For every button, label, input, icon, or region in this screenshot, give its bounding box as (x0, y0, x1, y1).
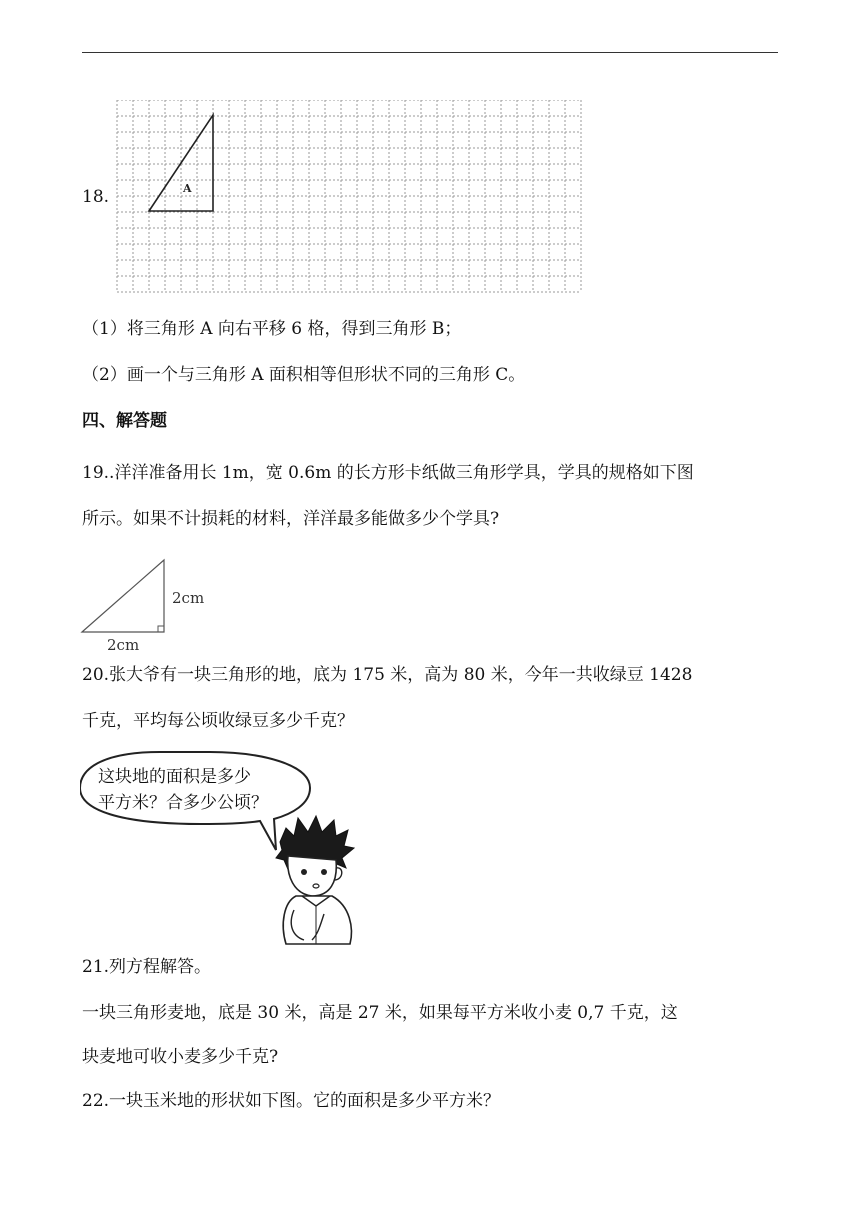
q19-line1: 19..洋洋准备用长 1m，宽 0.6m 的长方形卡纸做三角形学具，学具的规格如下图 (82, 463, 694, 483)
q18-number: 18. (82, 187, 110, 207)
bubble-line2: 平方米？合多少公顷？ (98, 793, 268, 813)
q20-line1: 20.张大爷有一块三角形的地，底为 175 米，高为 80 米，今年一共收绿豆 1428 (82, 665, 693, 685)
section-title: 四、解答题 (82, 411, 167, 431)
boy-face (288, 856, 337, 896)
right-triangle (82, 560, 164, 632)
height-label: 2cm (172, 589, 205, 607)
q21-line1: 21.列方程解答。 (82, 957, 212, 977)
q18-grid-figure (116, 100, 582, 294)
boy-body (283, 896, 351, 944)
q19-line2: 所示。如果不计损耗的材料，洋洋最多能做多少个学具? (82, 509, 500, 529)
q18-part1: （1）将三角形 A 向右平移 6 格，得到三角形 B； (82, 319, 462, 339)
q19-triangle-figure (80, 558, 210, 654)
boy-eye-left (301, 869, 307, 875)
q20-illustration (80, 744, 370, 946)
q22-line1: 22.一块玉米地的形状如下图。它的面积是多少平方米？ (82, 1091, 501, 1111)
right-angle-mark (158, 626, 164, 632)
square-grid (117, 100, 581, 292)
q21-line3: 块麦地可收小麦多少千克? (82, 1047, 279, 1067)
q20-line2: 千克，平均每公顷收绿豆多少千克？ (82, 711, 354, 731)
base-label: 2cm (107, 636, 140, 654)
boy-eye-right (321, 869, 327, 875)
q18-part2: （2）画一个与三角形 A 面积相等但形状不同的三角形 C。 (82, 365, 526, 385)
q21-line2: 一块三角形麦地，底是 30 米，高是 27 米，如果每平方米收小麦 0,7 千克，这 (82, 1003, 678, 1023)
triangle-a-label: A (183, 182, 192, 195)
header-rule (82, 52, 778, 53)
bubble-line1: 这块地的面积是多少 (98, 767, 251, 787)
